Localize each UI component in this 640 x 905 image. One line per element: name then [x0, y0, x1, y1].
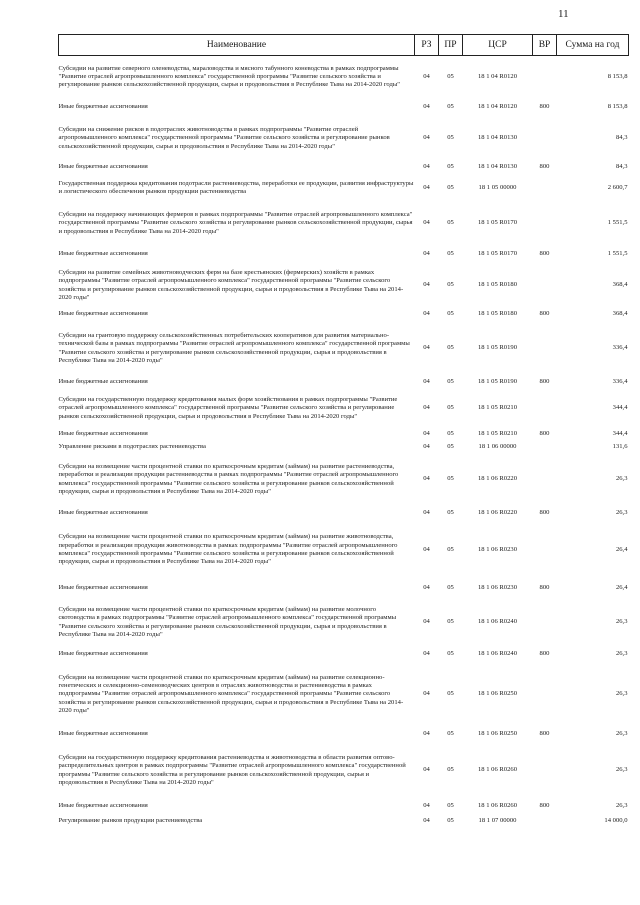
budget-table: [58, 34, 629, 829]
row-vr: [533, 454, 557, 506]
row-vr: 800: [539, 429, 550, 437]
column-header-name: Наименование: [59, 35, 415, 56]
row-rz: 04: [423, 183, 430, 191]
row-csr: 18 1 06 R0250: [477, 690, 517, 698]
row-rz: 04: [423, 584, 430, 592]
row-vr: 800: [539, 103, 550, 111]
row-rz: 04: [423, 690, 430, 698]
table-row: [59, 506, 629, 522]
row-csr: 18 1 05 00000: [478, 183, 517, 191]
row-name: Иные бюджетные ассигнования: [58, 429, 148, 437]
row-name: Субсидии на возмещение части процентной ставки по краткосрочным кредитам (займам) на развитие животноводства, переработки и реализации продукции животноводства в рамках подпрограммы "Развитие отраслей агропромышленного комплекса" государственной программы "Развитие сельского хозяйства и регулирование рынков сельскохозяйственной продукции, сырья и продовольствия в Республике Тыва на 2014-2020 годы": [58, 533, 398, 566]
row-name: Субсидии на поддержку начинающих фермеров в рамках подпрограммы "Развитие отраслей агропромышленного комплекса" государственной программы "Развитие сельского хозяйства и регулирование рынков сельскохозяйственной продукции, сырья и продовольствия в Республике Тыва на 2014-2020 годы": [58, 211, 413, 235]
row-sum: 8 153,8: [607, 73, 628, 81]
row-sum: 26,4: [615, 584, 628, 592]
row-rz: 04: [423, 802, 430, 810]
row-rz: 04: [423, 404, 430, 412]
table-row: [59, 117, 629, 161]
row-sum: 1 551,5: [607, 250, 628, 258]
row-sum: 368,4: [612, 310, 628, 318]
row-sum: 8 153,8: [607, 103, 628, 111]
row-csr: 18 1 06 R0260: [477, 802, 517, 810]
row-sum: 26,3: [615, 650, 628, 658]
table-row: [59, 663, 629, 727]
row-csr: 18 1 05 R0170: [477, 219, 517, 227]
row-vr: [533, 56, 557, 99]
table-row: [59, 264, 629, 308]
row-vr: [533, 264, 557, 308]
row-name: Регулирование рынков продукции растениеводства: [58, 817, 203, 825]
row-sum: 2 600,7: [607, 183, 628, 191]
row-csr: 18 1 06 R0260: [477, 766, 517, 774]
row-pr: 05: [447, 766, 454, 774]
table-row: [59, 579, 629, 599]
row-csr: 18 1 05 R0180: [477, 281, 517, 289]
row-name: Иные бюджетные ассигнования: [58, 650, 148, 658]
row-rz: 04: [423, 378, 430, 386]
row-sum: 344,4: [612, 429, 628, 437]
column-header-sum: Сумма на год: [557, 35, 629, 56]
row-sum: 26,4: [615, 545, 628, 553]
row-vr: [533, 175, 557, 202]
row-csr: 18 1 06 R0220: [477, 509, 517, 517]
row-sum: 26,3: [615, 509, 628, 517]
row-sum: 26,3: [615, 475, 628, 483]
table-row: [59, 56, 629, 99]
row-vr: 800: [539, 730, 550, 738]
row-csr: 18 1 04 R0130: [477, 163, 517, 171]
row-rz: 04: [423, 650, 430, 658]
row-rz: 04: [423, 163, 430, 171]
table-row: [59, 376, 629, 390]
row-csr: 18 1 05 R0180: [477, 310, 517, 318]
row-name: Иные бюджетные ассигнования: [58, 163, 148, 171]
row-name: Иные бюджетные ассигнования: [58, 802, 148, 810]
row-pr: 05: [447, 509, 454, 517]
row-pr: 05: [447, 219, 454, 227]
table-row: [59, 202, 629, 246]
row-pr: 05: [447, 802, 454, 810]
row-name: Иные бюджетные ассигнования: [58, 378, 148, 386]
row-pr: 05: [447, 73, 454, 81]
row-sum: 336,4: [612, 344, 628, 352]
row-vr: 800: [539, 163, 550, 171]
row-vr: [533, 599, 557, 647]
table-row: [59, 390, 629, 428]
row-rz: 04: [423, 509, 430, 517]
row-vr: [533, 390, 557, 428]
table-row: [59, 175, 629, 202]
row-name: Иные бюджетные ассигнования: [58, 730, 148, 738]
row-pr: 05: [447, 310, 454, 318]
row-rz: 04: [423, 730, 430, 738]
row-vr: [533, 663, 557, 727]
table-row: [59, 599, 629, 647]
row-csr: 18 1 05 R0190: [477, 344, 517, 352]
row-vr: 800: [539, 802, 550, 810]
row-name: Субсидии на возмещение части процентной ставки по краткосрочным кредитам (займам) на развитие селекционно-генетических и селекционно-семеноводческих центров в отраслях животноводства и растениеводства в рамках подпрограммы "Развитие отраслей агропромышленного комплекса" государственной программы "Развитие сельского хозяйства и регулирование рынков сельскохозяйственной продукции, сырья и продовольствия в Республике Тыва на 2014-2020 годы": [58, 673, 404, 714]
row-rz: 04: [423, 310, 430, 318]
row-name: Субсидии на развитие северного оленеводства, мараловодства и мясного табунного коневодства в рамках подпрограммы "Развитие отраслей агропромышленного комплекса" государственной программы "Развитие сельского хозяйства и регулирование рынков сельскохозяйственной продукции, сырья и продовольствия в Республике Тыва на 2014-2020 годы": [58, 64, 401, 89]
row-name: Субсидии на государственную поддержку кредитования малых форм хозяйствования в рамках подпрограммы "Развитие отраслей агропромышленного комплекса" государственной программы "Развитие сельского хозяйства и регулирование рынков сельскохозяйственной продукции, сырья и продовольствия в Республике Тыва на 2014-2020 годы": [58, 396, 398, 420]
row-sum: 26,3: [615, 802, 628, 810]
table-row: [59, 308, 629, 322]
row-name: Управление рисками в подотраслях растениеводства: [58, 442, 206, 450]
row-pr: 05: [447, 545, 454, 553]
column-header-vr: ВР: [533, 35, 557, 56]
row-csr: 18 1 07 00000: [478, 817, 517, 825]
row-name: Субсидии на снижение рисков в подотраслях животноводства в рамках подпрограммы "Развитие отраслей агропромышленного комплекса" государственной программы "Развитие сельского хозяйства и регулирование рынков сельскохозяйственной продукции, сырья и продовольствия в Республике Тыва на 2014-2020 годы": [58, 126, 390, 150]
table-row: [59, 743, 629, 799]
row-csr: 18 1 05 R0210: [477, 429, 517, 437]
row-rz: 04: [423, 344, 430, 352]
row-csr: 18 1 06 R0250: [477, 730, 517, 738]
page-number: 11: [558, 8, 569, 20]
row-name: Субсидии на возмещение части процентной ставки по краткосрочным кредитам (займам) на развитие растениеводства, переработки и реализации продукции растениеводства в рамках подпрограммы "Развитие отраслей агропромышленного комплекса" государственной программы "Развитие сельского хозяйства и регулирование рынков сельскохозяйственной продукции, сырья и продовольствия в Республике Тыва на 2014-2020 годы": [58, 462, 399, 495]
table-row: [59, 441, 629, 454]
row-pr: 05: [447, 404, 454, 412]
row-csr: 18 1 06 R0220: [477, 475, 517, 483]
row-rz: 04: [423, 250, 430, 258]
row-csr: 18 1 05 R0210: [477, 404, 517, 412]
row-pr: 05: [447, 134, 454, 142]
row-vr: 800: [539, 509, 550, 517]
row-pr: 05: [447, 163, 454, 171]
row-name: Иные бюджетные ассигнования: [58, 310, 148, 318]
row-rz: 04: [423, 475, 430, 483]
row-sum: 26,3: [615, 730, 628, 738]
row-sum: 336,4: [612, 378, 628, 386]
row-csr: 18 1 04 R0130: [477, 134, 517, 142]
row-vr: [533, 815, 557, 829]
table-header-row: [59, 35, 629, 56]
table-row: [59, 454, 629, 506]
row-rz: 04: [423, 219, 430, 227]
row-name: Иные бюджетные ассигнования: [58, 250, 148, 258]
row-csr: 18 1 04 R0120: [477, 103, 517, 111]
row-rz: 04: [423, 429, 430, 437]
table-row: [59, 522, 629, 579]
row-pr: 05: [447, 650, 454, 658]
row-csr: 18 1 05 R0190: [477, 378, 517, 386]
row-vr: [533, 202, 557, 246]
row-pr: 05: [447, 618, 454, 626]
row-csr: 18 1 06 R0240: [477, 618, 517, 626]
row-sum: 131,6: [612, 442, 628, 450]
row-csr: 18 1 04 R0120: [477, 73, 517, 81]
row-csr: 18 1 06 R0240: [477, 650, 517, 658]
row-vr: 800: [539, 310, 550, 318]
row-sum: 368,4: [612, 281, 628, 289]
table-body: [59, 56, 629, 829]
table-row: [59, 727, 629, 743]
row-rz: 04: [423, 442, 430, 450]
row-csr: 18 1 06 R0230: [477, 584, 517, 592]
row-csr: 18 1 05 R0170: [477, 250, 517, 258]
table-row: [59, 647, 629, 663]
row-pr: 05: [447, 183, 454, 191]
row-pr: 05: [447, 442, 454, 450]
row-pr: 05: [447, 690, 454, 698]
row-rz: 04: [423, 103, 430, 111]
row-rz: 04: [423, 766, 430, 774]
column-header-pr: ПР: [439, 35, 463, 56]
row-rz: 04: [423, 281, 430, 289]
row-pr: 05: [447, 250, 454, 258]
row-pr: 05: [447, 344, 454, 352]
row-name: Иные бюджетные ассигнования: [58, 103, 148, 111]
row-sum: 1 551,5: [607, 219, 628, 227]
row-vr: 800: [539, 650, 550, 658]
row-sum: 344,4: [612, 404, 628, 412]
row-pr: 05: [447, 817, 454, 825]
row-vr: 800: [539, 250, 550, 258]
row-name: Государственная поддержка кредитования подотрасли растениеводства, переработки ее продукции, развития инфраструктуры и логистического обеспечения рынков продукции растениеводства: [58, 179, 414, 195]
row-vr: [533, 117, 557, 161]
table-row: [59, 428, 629, 441]
row-sum: 84,3: [615, 134, 628, 142]
column-header-csr: ЦСР: [463, 35, 533, 56]
row-pr: 05: [447, 378, 454, 386]
table-row: [59, 322, 629, 376]
column-header-rz: РЗ: [415, 35, 439, 56]
row-rz: 04: [423, 73, 430, 81]
row-name: Субсидии на развитие семейных животноводческих ферм на базе крестьянских (фермерских) хозяйств в рамках подпрограммы "Развитие отраслей агропромышленного комплекса" государственной программы "Развитие сельского хозяйства и регулирование рынков сельскохозяйственной продукции, сырья и продовольствия в Республике Тыва на 2014-2020 годы": [58, 268, 404, 301]
row-pr: 05: [447, 730, 454, 738]
row-sum: 26,3: [615, 766, 628, 774]
row-name: Иные бюджетные ассигнования: [58, 584, 148, 592]
row-vr: [533, 322, 557, 376]
row-vr: [533, 743, 557, 799]
row-sum: 84,3: [615, 163, 628, 171]
row-pr: 05: [447, 475, 454, 483]
table-row: [59, 799, 629, 815]
row-pr: 05: [447, 584, 454, 592]
table-row: [59, 161, 629, 175]
row-pr: 05: [447, 429, 454, 437]
row-name: Субсидии на государственную поддержку кредитования растениеводства и животноводства в области развития оптово-распределительных центров в рамках подпрограммы "Развитие отраслей агропромышленного комплекса" государственной программы "Развитие сельского хозяйства и регулирование рынков сельскохозяйственной продукции, сырья и продовольствия в Республике Тыва на 2014-2020 годы": [58, 753, 406, 786]
row-rz: 04: [423, 134, 430, 142]
table-row: [59, 815, 629, 829]
row-name: Субсидии на возмещение части процентной ставки по краткосрочным кредитам (займам) на развитие молочного скотоводства в рамках подпрограммы "Развитие отраслей агропромышленного комплекса" государственной программы "Развитие сельского хозяйства и регулирование рынков сельскохозяйственной продукции, сырья и продовольствия в Республике Тыва на 2014-2020 годы": [58, 605, 397, 638]
row-csr: 18 1 06 00000: [478, 442, 517, 450]
row-name: Субсидии на грантовую поддержку сельскохозяйственных потребительских кооперативов для развития материально-технической базы в рамках подпрограммы "Развитие отраслей агропромышленного комплекса" государственной программы "Развитие сельского хозяйства и регулирование рынков сельскохозяйственной продукции, сырья и продовольствия в Республике Тыва на 2014-2020 годы": [58, 331, 410, 364]
row-sum: 14 000,0: [604, 817, 628, 825]
row-vr: 800: [539, 584, 550, 592]
row-pr: 05: [447, 281, 454, 289]
row-pr: 05: [447, 103, 454, 111]
row-vr: [533, 441, 557, 454]
row-rz: 04: [423, 817, 430, 825]
row-vr: 800: [539, 378, 550, 386]
table-row: [59, 246, 629, 264]
row-sum: 26,3: [615, 690, 628, 698]
row-name: Иные бюджетные ассигнования: [58, 509, 148, 517]
row-vr: [533, 522, 557, 579]
row-sum: 26,3: [615, 618, 628, 626]
row-csr: 18 1 06 R0230: [477, 545, 517, 553]
table-row: [59, 99, 629, 117]
row-rz: 04: [423, 618, 430, 626]
row-rz: 04: [423, 545, 430, 553]
